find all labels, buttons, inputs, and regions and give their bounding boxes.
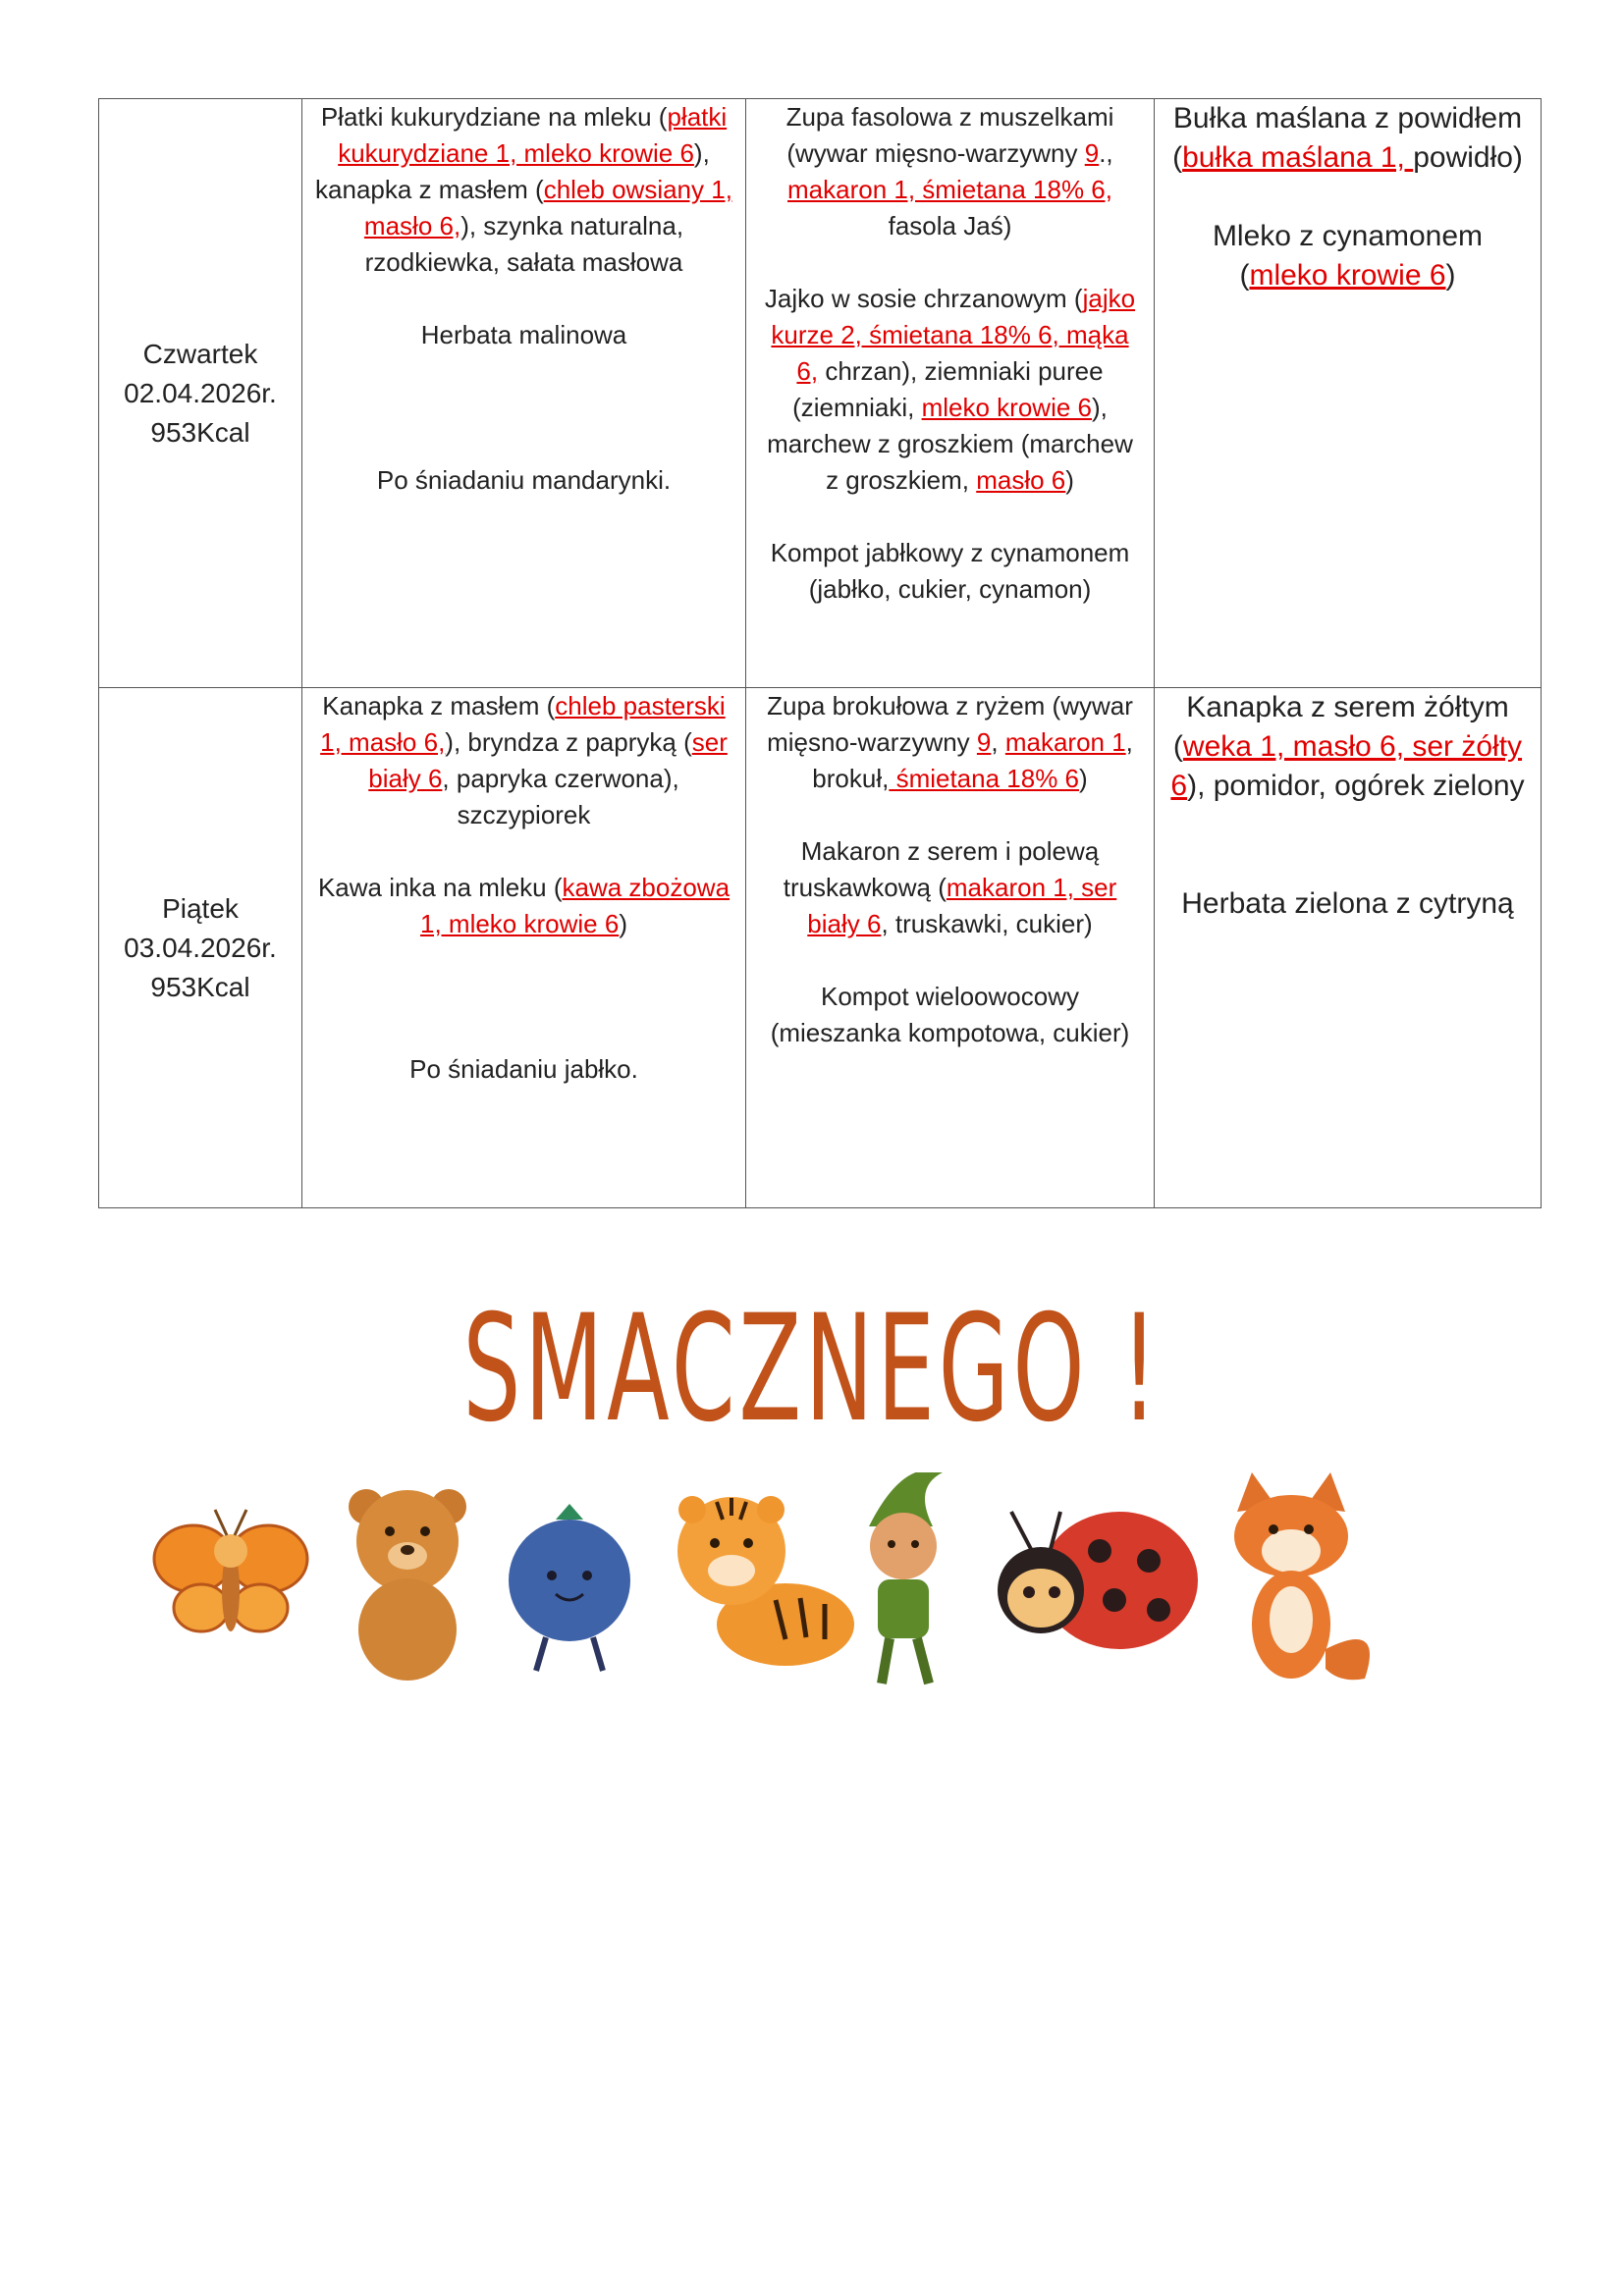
snack-cell	[1155, 688, 1542, 1208]
allergen-text: makaron 1	[1004, 727, 1126, 757]
bear-icon	[349, 1489, 466, 1681]
lunch-drink: Kompot wieloowocowy (mieszanka kompotowa, cukier)	[770, 982, 1130, 1047]
menu-text: )	[1445, 259, 1456, 292]
snack-main	[1166, 99, 1529, 178]
allergen-text: masło 6	[976, 465, 1066, 495]
lunch-cell	[746, 99, 1155, 688]
menu-text: chrzan), ziemniaki puree (ziemniaki,	[792, 356, 1104, 422]
menu-text: Mleko z cynamonem (	[1212, 220, 1484, 292]
snack-drink: Herbata zielona z cytryną	[1181, 887, 1514, 920]
lunch-drink: Kompot jabłkowy z cynamonem (jabłko, cukier, cynamon)	[770, 538, 1130, 604]
menu-text: Kanapka z serem żółtym (	[1172, 691, 1509, 763]
blueberry-icon	[509, 1504, 630, 1671]
menu-row-friday	[99, 688, 1542, 1208]
breakfast-fruit: Po śniadaniu mandarynki.	[376, 465, 672, 495]
menu-text: fasola Jaś)	[888, 211, 1012, 240]
menu-text: ), marchew z groszkiem (marchew z groszkiem,	[767, 393, 1133, 495]
menu-text: Makaron z serem i polewą truskawkową (	[783, 836, 1100, 902]
snack-main	[1166, 688, 1529, 806]
lunch-soup	[758, 99, 1142, 244]
menu-text: Kawa inka na mleku (	[317, 873, 563, 902]
allergen-text: jajko kurze 2, śmietana 18% 6, mąka 6,	[771, 284, 1136, 386]
menu-text: powidło)	[1413, 141, 1523, 174]
allergen-text: chleb pasterski 1, masło 6,	[320, 691, 726, 757]
allergen-text: bułka maślana 1,	[1182, 141, 1414, 174]
allergen-text: makaron 1, śmietana 18% 6,	[787, 175, 1112, 204]
menu-text: ,	[991, 727, 1005, 757]
fox-icon	[1234, 1472, 1370, 1680]
animals-illustration	[147, 1472, 1473, 1708]
tiger-icon	[677, 1496, 854, 1666]
menu-text: Zupa brokułowa z ryżem (wywar mięsno-warzywny	[767, 691, 1133, 757]
menu-text: ), szynka naturalna, rzodkiewka, sałata masłowa	[364, 211, 684, 277]
ladybug-icon	[998, 1512, 1198, 1649]
lunch-main	[758, 281, 1142, 499]
menu-row-thursday	[99, 99, 1542, 688]
menu-text: Jajko w sosie chrzanowym (	[764, 284, 1083, 313]
day-cell	[99, 99, 302, 688]
menu-text: )	[1079, 764, 1088, 793]
allergen-text: płatki kukurydziane 1, mleko krowie 6	[338, 102, 728, 168]
allergen-text: chleb owsiany 1, masło 6,	[363, 175, 732, 240]
menu-text: )	[1065, 465, 1074, 495]
breakfast-drink	[314, 870, 733, 942]
breakfast-drink: Herbata malinowa	[420, 320, 627, 349]
day-name: Czwartek	[142, 338, 258, 369]
allergen-text: weka 1, masło 6, ser żółty 6	[1170, 730, 1523, 802]
footer-title: SMACZNEGO !	[462, 1284, 1162, 1455]
allergen-text: 9	[1084, 138, 1100, 168]
allergen-text: 9	[976, 727, 992, 757]
menu-text: .,	[1099, 138, 1113, 168]
menu-text: Zupa fasolowa z muszelkami (wywar mięsno-warzywny	[785, 102, 1114, 168]
menu-table	[98, 98, 1542, 1208]
lunch-cell	[746, 688, 1155, 1208]
day-kcal: 953Kcal	[150, 971, 250, 1002]
lunch-soup	[758, 688, 1142, 797]
allergen-text: kawa zbożowa 1, mleko krowie 6	[420, 873, 731, 938]
allergen-text: mleko krowie 6	[1249, 259, 1446, 292]
menu-text: Płatki kukurydziane na mleku (	[320, 102, 668, 132]
day-cell	[99, 688, 302, 1208]
day-kcal: 953Kcal	[150, 416, 250, 448]
lunch-main	[758, 833, 1142, 942]
day-name: Piątek	[162, 892, 239, 924]
allergen-text: śmietana 18% 6	[889, 764, 1080, 793]
menu-text: Bułka maślana z powidłem (	[1172, 102, 1523, 174]
allergen-text: makaron 1, ser biały 6	[807, 873, 1117, 938]
breakfast-main	[314, 99, 733, 281]
snack-drink	[1166, 217, 1529, 295]
breakfast-main	[314, 688, 733, 833]
day-date: 02.04.2026r.	[124, 377, 277, 408]
allergen-text: mleko krowie 6	[921, 393, 1092, 422]
elf-icon	[869, 1472, 943, 1683]
snack-cell	[1155, 99, 1542, 688]
menu-text: , brokuł,	[812, 727, 1133, 793]
breakfast-fruit: Po śniadaniu jabłko.	[409, 1054, 638, 1084]
breakfast-cell	[302, 99, 746, 688]
menu-text: , papryka czerwona), szczypiorek	[442, 764, 679, 829]
menu-text: ), kanapka z masłem (	[315, 138, 710, 204]
menu-text: , truskawki, cukier)	[881, 909, 1093, 938]
day-date: 03.04.2026r.	[124, 932, 277, 963]
menu-text: ), bryndza z papryką (	[445, 727, 692, 757]
breakfast-cell	[302, 688, 746, 1208]
menu-text: ), pomidor, ogórek zielony	[1187, 770, 1525, 802]
allergen-text: ser biały 6	[368, 727, 728, 793]
butterfly-icon	[154, 1510, 307, 1631]
menu-text: )	[619, 909, 627, 938]
menu-text: Kanapka z masłem (	[322, 691, 556, 721]
